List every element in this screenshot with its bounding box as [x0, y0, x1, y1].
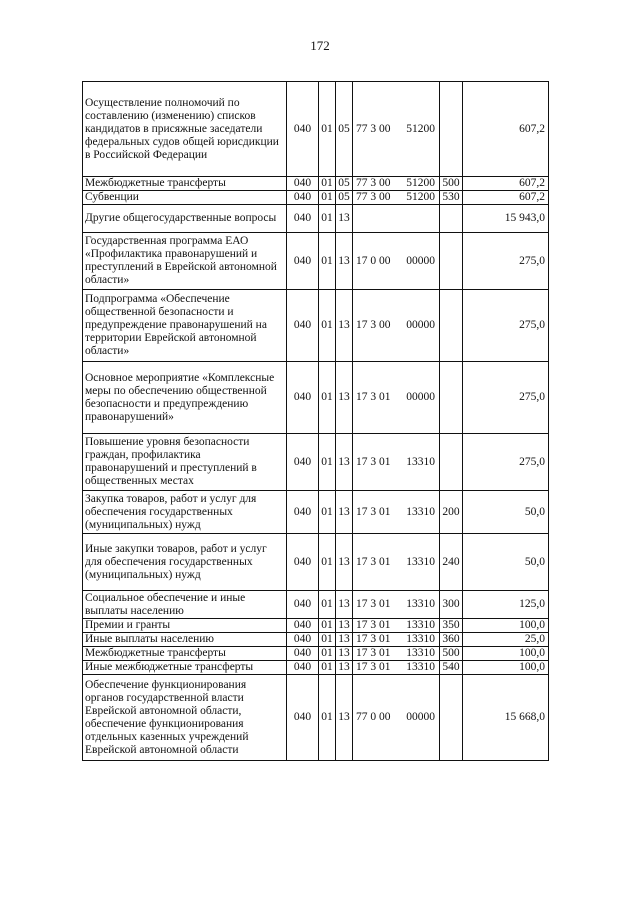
subsection-code: 13: [336, 205, 353, 233]
row-name: Межбюджетные трансферты: [83, 177, 287, 191]
section-code: 01: [319, 675, 336, 761]
row-name: Государственная программа ЕАО «Профилактика правонарушений и преступлений в Еврейской автономной области»: [83, 233, 287, 290]
program-code: 17 3 01: [353, 591, 402, 619]
subsection-code: 13: [336, 534, 353, 591]
expense-type-code: 350: [440, 619, 463, 633]
amount: 100,0: [463, 619, 549, 633]
section-code: 01: [319, 534, 336, 591]
program-code: 17 3 01: [353, 619, 402, 633]
ministry-code: 040: [287, 82, 319, 177]
amount: 15 943,0: [463, 205, 549, 233]
ministry-code: 040: [287, 633, 319, 647]
direction-code: 13310: [402, 619, 440, 633]
table-row: [83, 191, 549, 205]
row-name: Закупка товаров, работ и услуг для обеспечения государственных (муниципальных) нужд: [83, 491, 287, 534]
direction-code: 51200: [402, 191, 440, 205]
table-row: [83, 633, 549, 647]
expense-type-code: [440, 233, 463, 290]
expense-type-code: [440, 205, 463, 233]
direction-code: 00000: [402, 233, 440, 290]
subsection-code: 13: [336, 675, 353, 761]
subsection-code: 13: [336, 233, 353, 290]
direction-code: 13310: [402, 534, 440, 591]
table-row: [83, 661, 549, 675]
table-row: [83, 591, 549, 619]
expense-type-code: 360: [440, 633, 463, 647]
section-code: 01: [319, 491, 336, 534]
table-row: [83, 233, 549, 290]
subsection-code: 13: [336, 290, 353, 362]
row-name: Межбюджетные трансферты: [83, 647, 287, 661]
budget-table-body: [83, 82, 549, 761]
direction-code: 13310: [402, 647, 440, 661]
direction-code: 13310: [402, 434, 440, 491]
direction-code: 00000: [402, 290, 440, 362]
section-code: 01: [319, 661, 336, 675]
ministry-code: 040: [287, 205, 319, 233]
amount: 607,2: [463, 82, 549, 177]
program-code: 77 0 00: [353, 675, 402, 761]
row-name: Основное мероприятие «Комплексные меры по обеспечению общественной безопасности и предупреждению правонарушений»: [83, 362, 287, 434]
amount: 607,2: [463, 191, 549, 205]
row-name: Подпрограмма «Обеспечение общественной безопасности и предупреждение правонарушений на территории Еврейской автономной области»: [83, 290, 287, 362]
amount: 100,0: [463, 661, 549, 675]
expense-type-code: 240: [440, 534, 463, 591]
ministry-code: 040: [287, 177, 319, 191]
table-row: [83, 434, 549, 491]
program-code: 77 3 00: [353, 82, 402, 177]
amount: 275,0: [463, 434, 549, 491]
direction-code: [402, 205, 440, 233]
direction-code: 13310: [402, 591, 440, 619]
section-code: 01: [319, 205, 336, 233]
ministry-code: 040: [287, 434, 319, 491]
subsection-code: 13: [336, 661, 353, 675]
expense-type-code: 500: [440, 177, 463, 191]
subsection-code: 13: [336, 434, 353, 491]
row-name: Обеспечение функционирования органов государственной власти Еврейской автономной области, обеспечение функционирования отдельных казенных учреждений Еврейской автономной области: [83, 675, 287, 761]
table-row: [83, 290, 549, 362]
amount: 607,2: [463, 177, 549, 191]
amount: 50,0: [463, 491, 549, 534]
subsection-code: 05: [336, 82, 353, 177]
row-name: Иные выплаты населению: [83, 633, 287, 647]
direction-code: 13310: [402, 661, 440, 675]
program-code: 17 3 01: [353, 434, 402, 491]
program-code: 17 3 01: [353, 362, 402, 434]
amount: 275,0: [463, 233, 549, 290]
subsection-code: 13: [336, 491, 353, 534]
subsection-code: 13: [336, 362, 353, 434]
budget-table: [82, 81, 549, 761]
section-code: 01: [319, 191, 336, 205]
row-name: Иные закупки товаров, работ и услуг для обеспечения государственных (муниципальных) нужд: [83, 534, 287, 591]
ministry-code: 040: [287, 591, 319, 619]
table-row: [83, 362, 549, 434]
row-name: Повышение уровня безопасности граждан, профилактика правонарушений и преступлений в общественных местах: [83, 434, 287, 491]
amount: 275,0: [463, 362, 549, 434]
direction-code: 51200: [402, 177, 440, 191]
expense-type-code: [440, 362, 463, 434]
program-code: 77 3 00: [353, 177, 402, 191]
table-row: [83, 82, 549, 177]
section-code: 01: [319, 434, 336, 491]
ministry-code: 040: [287, 619, 319, 633]
section-code: 01: [319, 633, 336, 647]
amount: 100,0: [463, 647, 549, 661]
direction-code: 00000: [402, 675, 440, 761]
ministry-code: 040: [287, 647, 319, 661]
section-code: 01: [319, 82, 336, 177]
direction-code: 51200: [402, 82, 440, 177]
amount: 25,0: [463, 633, 549, 647]
section-code: 01: [319, 177, 336, 191]
table-row: [83, 491, 549, 534]
expense-type-code: 200: [440, 491, 463, 534]
amount: 275,0: [463, 290, 549, 362]
amount: 15 668,0: [463, 675, 549, 761]
program-code: 17 3 01: [353, 661, 402, 675]
ministry-code: 040: [287, 661, 319, 675]
program-code: 17 3 01: [353, 633, 402, 647]
program-code: 17 3 01: [353, 534, 402, 591]
direction-code: 00000: [402, 362, 440, 434]
section-code: 01: [319, 362, 336, 434]
page-number: 172: [310, 38, 330, 53]
subsection-code: 13: [336, 619, 353, 633]
row-name: Иные межбюджетные трансферты: [83, 661, 287, 675]
ministry-code: 040: [287, 491, 319, 534]
expense-type-code: 300: [440, 591, 463, 619]
section-code: 01: [319, 591, 336, 619]
program-code: 17 3 00: [353, 290, 402, 362]
row-name: Субвенции: [83, 191, 287, 205]
table-row: [83, 205, 549, 233]
row-name: Премии и гранты: [83, 619, 287, 633]
program-code: [353, 205, 402, 233]
subsection-code: 05: [336, 177, 353, 191]
section-code: 01: [319, 647, 336, 661]
amount: 125,0: [463, 591, 549, 619]
ministry-code: 040: [287, 534, 319, 591]
expense-type-code: [440, 434, 463, 491]
ministry-code: 040: [287, 290, 319, 362]
section-code: 01: [319, 290, 336, 362]
ministry-code: 040: [287, 675, 319, 761]
direction-code: 13310: [402, 491, 440, 534]
program-code: 17 3 01: [353, 491, 402, 534]
expense-type-code: 540: [440, 661, 463, 675]
program-code: 17 0 00: [353, 233, 402, 290]
amount: 50,0: [463, 534, 549, 591]
row-name: Осуществление полномочий по составлению (изменению) списков кандидатов в присяжные заседатели федеральных судов общей юрисдикции в Российской Федерации: [83, 82, 287, 177]
table-row: [83, 619, 549, 633]
ministry-code: 040: [287, 233, 319, 290]
table-row: [83, 647, 549, 661]
expense-type-code: [440, 290, 463, 362]
expense-type-code: 530: [440, 191, 463, 205]
subsection-code: 13: [336, 647, 353, 661]
ministry-code: 040: [287, 191, 319, 205]
row-name: Социальное обеспечение и иные выплаты населению: [83, 591, 287, 619]
subsection-code: 13: [336, 591, 353, 619]
expense-type-code: 500: [440, 647, 463, 661]
program-code: 17 3 01: [353, 647, 402, 661]
expense-type-code: [440, 675, 463, 761]
row-name: Другие общегосударственные вопросы: [83, 205, 287, 233]
expense-type-code: [440, 82, 463, 177]
section-code: 01: [319, 619, 336, 633]
section-code: 01: [319, 233, 336, 290]
ministry-code: 040: [287, 362, 319, 434]
table-row: [83, 675, 549, 761]
table-row: [83, 177, 549, 191]
subsection-code: 05: [336, 191, 353, 205]
direction-code: 13310: [402, 633, 440, 647]
subsection-code: 13: [336, 633, 353, 647]
table-row: [83, 534, 549, 591]
program-code: 77 3 00: [353, 191, 402, 205]
